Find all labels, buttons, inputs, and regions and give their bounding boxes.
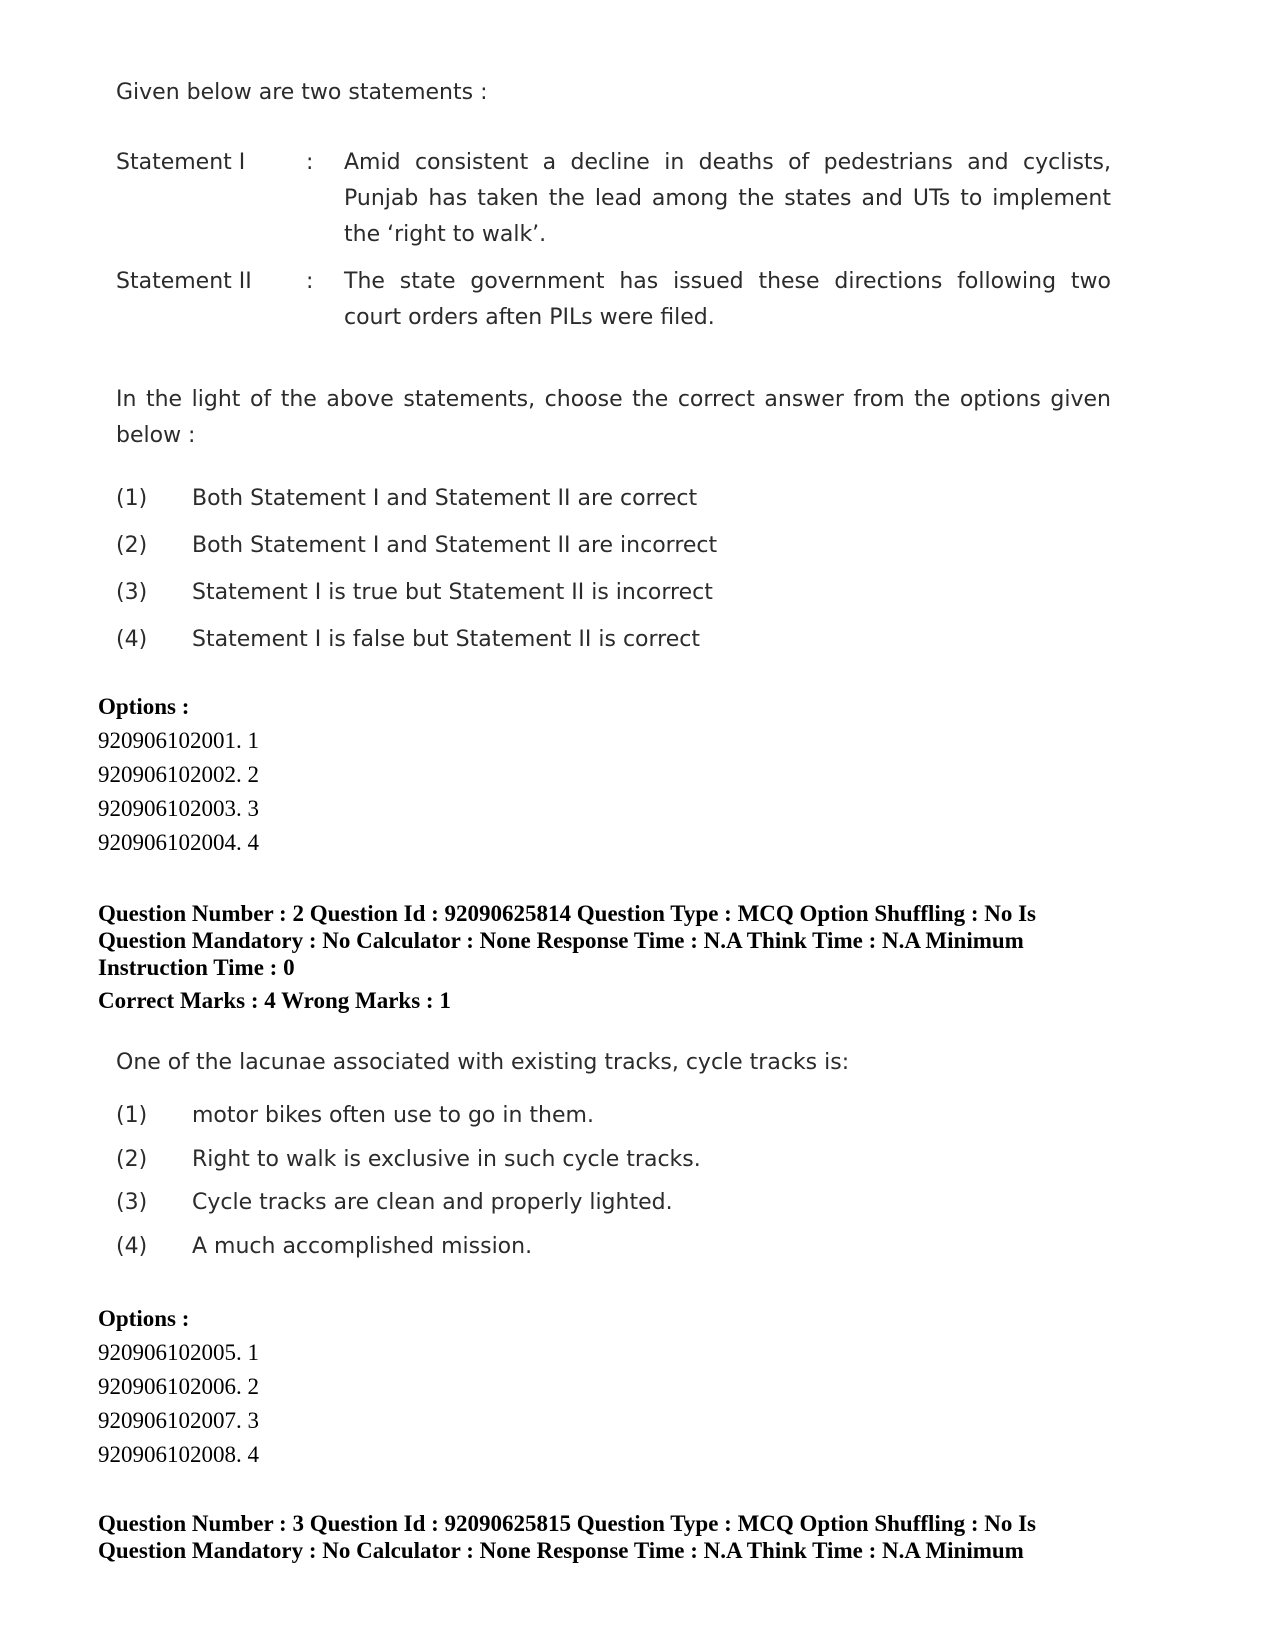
statement-colon: : [306, 150, 314, 175]
choice-item [116, 1190, 1111, 1234]
choice-text: Both Statement I and Statement II are incorrect [192, 533, 718, 558]
option-id: 920906102001. 1 [98, 728, 259, 753]
choice-number: (3) [116, 1190, 148, 1215]
statement-text: The state government has issued these directions following two court orders aften PILs were filed. [344, 269, 1111, 330]
meta-line: Question Number : 2 Question Id : 92090625814 Question Type : MCQ Option Shuffling : No Is [98, 901, 1037, 926]
q2-options [98, 1302, 1198, 1472]
choice-text: Statement I is true but Statement II is incorrect [192, 580, 713, 605]
option-id: 920906102004. 4 [98, 830, 259, 855]
choice-item [116, 1234, 1111, 1278]
choice-item [116, 580, 1111, 627]
meta-line: Question Mandatory : No Calculator : None Response Time : N.A Think Time : N.A Minimum [98, 928, 1024, 953]
choice-text: Cycle tracks are clean and properly lighted. [192, 1190, 673, 1215]
q1-choice-list [116, 486, 1111, 674]
choice-number: (4) [116, 1233, 148, 1259]
statement-colon: : [306, 269, 314, 294]
statement-text: Amid consistent a decline in deaths of pedestrians and cyclists, Punjab has taken the lead among the states and UTs to implement the ‘right to walk’. [344, 150, 1111, 247]
meta-line: Question Number : 3 Question Id : 92090625815 Question Type : MCQ Option Shuffling : No Is [98, 1511, 1037, 1536]
option-id: 920906102007. 3 [98, 1408, 259, 1433]
option-id: 920906102005. 1 [98, 1340, 259, 1365]
statement-label: Statement II [116, 269, 252, 294]
choice-number: (2) [116, 533, 148, 558]
choice-text: motor bikes often use to go in them. [192, 1103, 594, 1128]
choice-text: A much accomplished mission. [192, 1233, 533, 1259]
q1-options [98, 690, 1198, 860]
q2-metadata [98, 900, 1178, 981]
q1-intro: Given below are two statements : [116, 80, 488, 105]
statement-label: Statement I [116, 150, 246, 175]
choice-number: (1) [116, 1103, 148, 1128]
options-title: Options : [98, 1306, 190, 1331]
q2-marks: Correct Marks : 4 Wrong Marks : 1 [98, 988, 451, 1013]
option-id: 920906102002. 2 [98, 762, 259, 787]
option-id: 920906102006. 2 [98, 1374, 259, 1399]
choice-item [116, 486, 1111, 533]
choice-text: Both Statement I and Statement II are correct [192, 486, 698, 511]
choice-text: Right to walk is exclusive in such cycle tracks. [192, 1146, 701, 1172]
choice-item [116, 533, 1111, 580]
meta-line: Instruction Time : 0 [98, 955, 295, 980]
choice-number: (3) [116, 580, 148, 605]
meta-line: Question Mandatory : No Calculator : None Response Time : N.A Think Time : N.A Minimum [98, 1538, 1024, 1563]
choice-number: (2) [116, 1146, 148, 1172]
q1-lead-in: In the light of the above statements, choose the correct answer from the options given below : [116, 387, 1111, 448]
choice-item [116, 627, 1111, 674]
choice-number: (1) [116, 486, 148, 511]
option-id: 920906102003. 3 [98, 796, 259, 821]
choice-text: Statement I is false but Statement II is correct [192, 627, 700, 652]
options-title: Options : [98, 694, 190, 719]
q2-stem: One of the lacunae associated with existing tracks, cycle tracks is: [116, 1050, 850, 1075]
choice-item [116, 1147, 1111, 1191]
option-id: 920906102008. 4 [98, 1442, 259, 1467]
choice-number: (4) [116, 627, 148, 652]
choice-item [116, 1103, 1111, 1147]
q3-metadata [98, 1510, 1178, 1564]
q2-choice-list [116, 1103, 1111, 1277]
